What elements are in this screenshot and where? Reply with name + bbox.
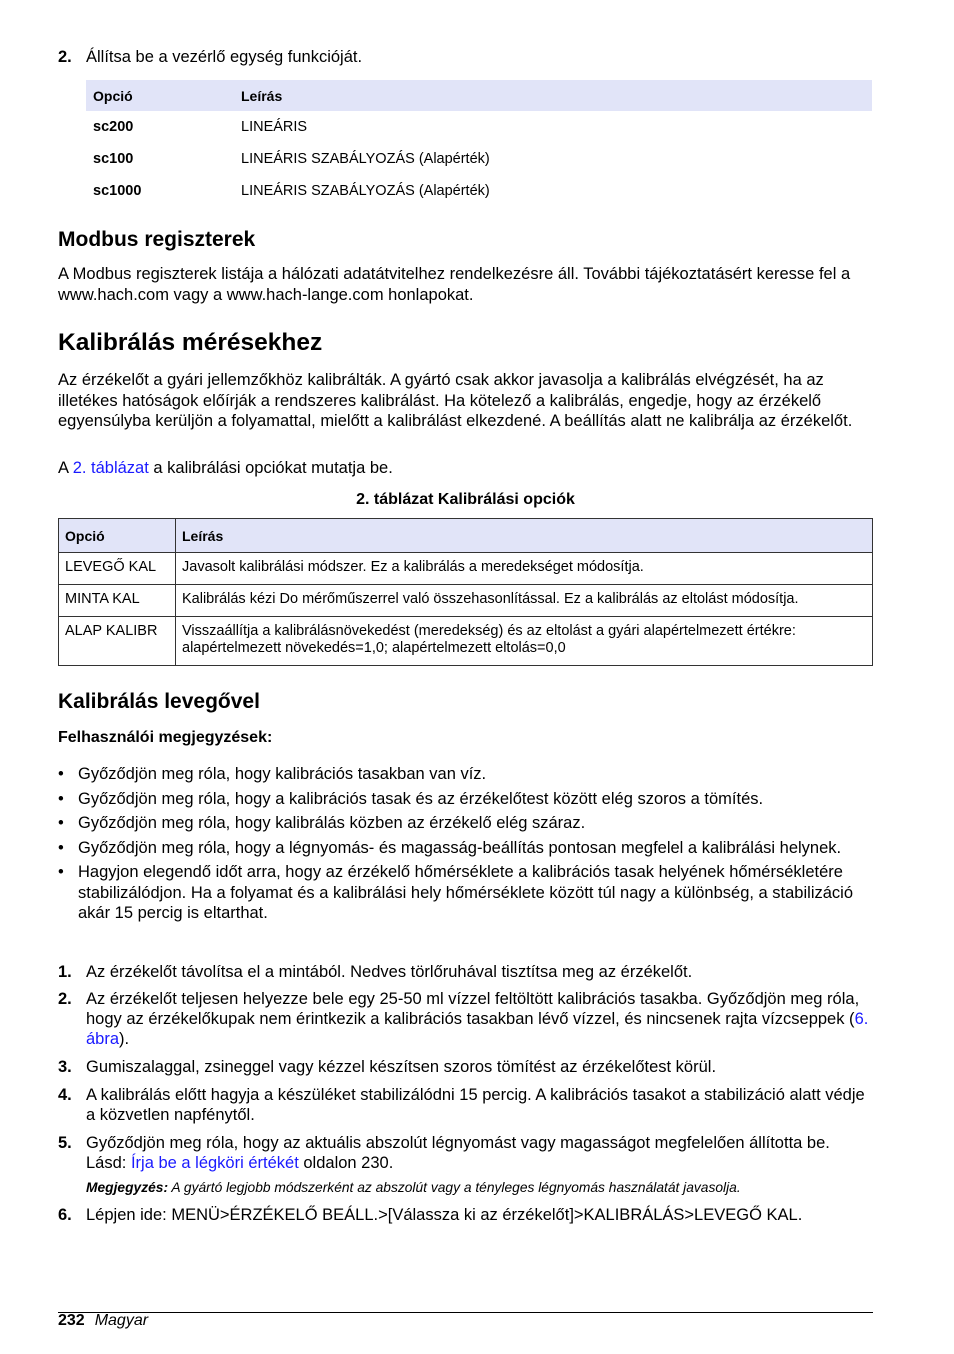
bullet-icon: •: [58, 838, 64, 857]
procedure-step-5: [58, 1133, 873, 1173]
ref-suffix: a kalibrálási opciókat mutatja be.: [148, 459, 393, 477]
language-label: Magyar: [94, 1312, 149, 1329]
table-header-row: [59, 519, 873, 553]
table-reference-paragraph: [58, 458, 873, 479]
step-number: 3.: [58, 1058, 72, 1076]
step-text-after: ).: [119, 1030, 130, 1048]
page-number: 232: [58, 1312, 85, 1329]
user-notes-title: Felhasználói megjegyzések:: [58, 729, 273, 746]
table-header-row: [86, 80, 872, 111]
list-item-text: Győződjön meg róla, hogy a légnyomás- és magasság-beállítás pontosan megfelel a kalibrálási helynek.: [78, 838, 842, 857]
step-text: Gumiszalaggal, zsineggel vagy kézzel készítsen szoros tömítést az érzékelőtest körül.: [86, 1058, 717, 1076]
table-2-link[interactable]: 2. táblázat: [72, 459, 149, 477]
list-item-text: Győződjön meg róla, hogy a kalibrációs tasak és az érzékelőtest között elég szoros a tömítés.: [78, 789, 764, 808]
step-number: 2.: [58, 990, 72, 1008]
procedure-step-3: [58, 1057, 873, 1077]
bullet-icon: •: [58, 863, 64, 881]
table-row: [86, 175, 872, 207]
bullet-icon: •: [58, 814, 64, 832]
page-footer: [58, 1312, 148, 1330]
step-text: A kalibrálás előtt hagyja a készüléket stabilizálódni 15 percig. A kalibrációs tasakot a stabilizáció alatt védje a közvetlen napfénytől.: [86, 1086, 865, 1124]
step-text-before: Győződjön meg róla, hogy az aktuális abszolút légnyomást vagy magasságot megfelelően állította be. Lásd:: [86, 1134, 830, 1172]
column-header-option: Opció: [86, 80, 234, 111]
list-item: [58, 764, 873, 785]
option-cell: sc200: [93, 119, 134, 135]
option-cell: MINTA KAL: [59, 585, 176, 617]
column-header-option: Opció: [59, 519, 176, 553]
option-cell: sc100: [93, 151, 134, 167]
description-cell: LINEÁRIS: [241, 119, 308, 135]
step-text: [86, 989, 873, 1049]
description-cell: LINEÁRIS SZABÁLYOZÁS (Alapérték): [241, 151, 490, 167]
step-text-after: oldalon 230.: [298, 1154, 394, 1172]
atmospheric-value-link[interactable]: Írja be a légköri értékét: [130, 1154, 299, 1172]
bullet-icon: •: [58, 789, 64, 808]
description-cell: LINEÁRIS SZABÁLYOZÁS (Alapérték): [241, 183, 490, 199]
list-item-text: Győződjön meg róla, hogy kalibrálás közben az érzékelő elég száraz.: [78, 814, 586, 832]
procedure-step-1: [58, 962, 873, 982]
modbus-heading: Modbus regiszterek: [58, 228, 256, 251]
step-number: 2.: [58, 48, 72, 66]
table-row: [59, 585, 873, 617]
option-cell: ALAP KALIBR: [59, 617, 176, 666]
list-item: [58, 813, 873, 834]
air-calibration-heading: Kalibrálás levegővel: [58, 690, 260, 713]
footer-divider: [58, 1312, 873, 1313]
table-row: [59, 617, 873, 666]
step-number: 1.: [58, 963, 72, 981]
table-caption: 2. táblázat Kalibrálási opciók: [356, 491, 575, 508]
note: [86, 1180, 876, 1195]
step-number: 4.: [58, 1086, 72, 1104]
controller-function-table: [86, 80, 872, 207]
step-text: Lépjen ide: MENÜ>ÉRZÉKELŐ BEÁLL.>[Válassza ki az érzékelőt]>KALIBRÁLÁS>LEVEGŐ KAL.: [86, 1206, 803, 1224]
description-cell: Visszaállítja a kalibrálásnövekedést (meredekség) és az eltolást a gyári alapértelmezett értékre: alapértelmezett növekedés=1,0; alapértelmezett eltolás=0,0: [176, 617, 873, 666]
step-text: [86, 1133, 873, 1173]
procedure-step-2: [58, 989, 873, 1049]
note-label: Megjegyzés:: [86, 1180, 169, 1195]
table-row: [86, 143, 872, 175]
figure-6-link[interactable]: 6. ábra: [86, 1010, 869, 1048]
user-notes-list: [58, 764, 873, 928]
modbus-paragraph: A Modbus regiszterek listája a hálózati adatátvitelhez rendelkezésre áll. További tájékoztatásért keresse fel a www.hach.com vagy a www.hach-lange.com honlapokat.: [58, 265, 851, 304]
column-header-description: Leírás: [234, 80, 872, 111]
option-cell: sc1000: [93, 183, 142, 199]
list-item: [58, 789, 873, 810]
note-text: A gyártó legjobb módszerként az abszolút vagy a tényleges légnyomás használatát javasolja.: [168, 1180, 741, 1195]
bullet-icon: •: [58, 765, 64, 783]
description-cell: Kalibrálás kézi Do mérőműszerrel való összehasonlítással. Ez a kalibrálás az eltolást módosítja.: [176, 585, 873, 617]
list-item-text: Győződjön meg róla, hogy kalibrációs tasakban van víz.: [78, 765, 487, 783]
column-header-description: Leírás: [176, 519, 873, 553]
step-text: Állítsa be a vezérlő egység funkcióját.: [86, 48, 363, 66]
step-number: 5.: [58, 1134, 72, 1152]
step-number: 6.: [58, 1206, 72, 1224]
table-row: [59, 553, 873, 585]
option-cell: LEVEGŐ KAL: [59, 553, 176, 585]
procedure-step-6: [58, 1205, 873, 1225]
list-item-text: Hagyjon elegendő időt arra, hogy az érzékelő hőmérséklete a kalibrációs tasak helyének hőmérsékletére stabilizálódjon. Ha a folyamat és a kalibrálási hely hőmérséklete között túl nagy a különbség, a stabilizáció akár 15 percig is eltarthat.: [78, 863, 854, 922]
list-item: [58, 838, 873, 859]
calibration-options-table: [58, 518, 873, 666]
ref-prefix: A: [58, 459, 73, 477]
step-text-before: Az érzékelőt teljesen helyezze bele egy 25-50 ml vízzel feltöltött kalibrációs tasakba. Győződjön meg róla, hogy az érzékelőkupak nem érintkezik a kalibrációs tasakban lévő vízzel, és nincsenek rajta vízcseppek (: [86, 990, 860, 1028]
list-item: [58, 862, 873, 924]
intro-step: [58, 47, 873, 67]
table-row: [86, 111, 872, 143]
calibration-heading: Kalibrálás mérésekhez: [58, 329, 323, 356]
procedure-step-4: [58, 1085, 873, 1125]
description-cell: Javasolt kalibrálási módszer. Ez a kalibrálás a meredekséget módosítja.: [176, 553, 873, 585]
step-text: Az érzékelőt távolítsa el a mintából. Nedves törlőruhával tisztítsa meg az érzékelőt.: [86, 963, 693, 981]
calibration-paragraph: Az érzékelőt a gyári jellemzőkhöz kalibrálták. A gyártó csak akkor javasolja a kalibrálás elvégzését, ha az illetékes hatóságok előírják a rendszeres kalibrálást. Ha kötelező a kalibrálás, engedje, hogy az érzékelő egyensúlyba kerüljön a folyamattal, mielőtt a kalibrálást elkezdené. A beállítás alatt ne kalibrálja az érzékelőt.: [58, 371, 853, 430]
